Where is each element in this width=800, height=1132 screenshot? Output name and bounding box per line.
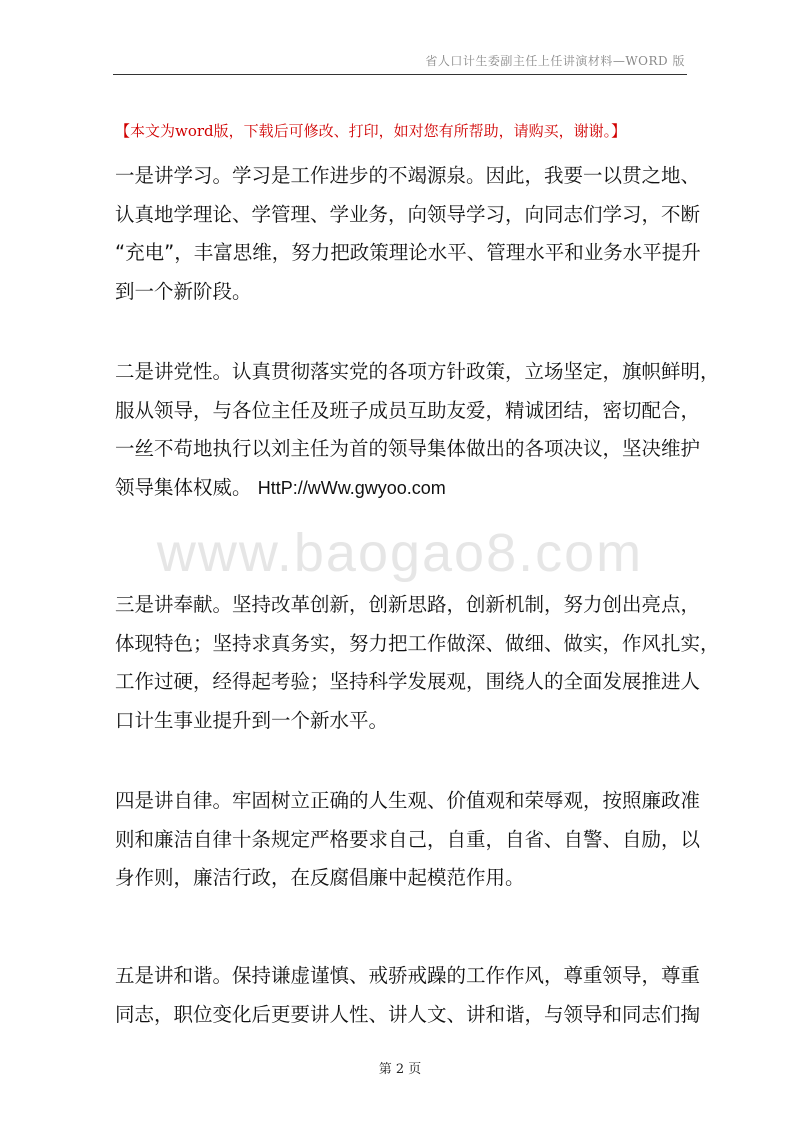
paragraph-study — [115, 157, 701, 311]
paragraph-line: 认真地学理论、学管理、学业务，向领导学习，向同志们学习，不断 — [115, 202, 701, 226]
site-watermark: www.baogao8.com — [156, 523, 644, 583]
paragraph-line: 一丝不苟地执行以刘主任为首的领导集体做出的各项决议，坚决维护 — [115, 437, 701, 460]
paragraph-line: 四是讲自律。牢固树立正确的人生观、价值观和荣辱观，按照廉政准 — [115, 789, 701, 812]
source-url-link[interactable]: HttP://wWw.gwyoo.com — [257, 477, 446, 498]
paragraph-line: 工作过硬，经得起考验；坚持科学发展观，围绕人的全面发展推进人 — [115, 670, 701, 693]
paragraph-self-discipline — [115, 782, 701, 898]
purchase-notice: 【本文为word版，下载后可修改、打印，如对您有所帮助，请购买，谢谢。】 — [115, 122, 627, 140]
document-header-title: 省人口计生委副主任上任讲演材料—WORD 版 — [425, 54, 685, 68]
paragraph-dedication — [115, 586, 720, 740]
paragraph-line: 二是讲党性。认真贯彻落实党的各项方针政策，立场坚定，旗帜鲜明， — [115, 360, 720, 383]
paragraph-line: 体现特色；坚持求真务实，努力把工作做深、做细、做实，作风扎实， — [115, 631, 720, 655]
paragraph-line: 口计生事业提升到一个新水平。 — [115, 708, 389, 732]
paragraph-line: 五是讲和谐。保持谦虚谨慎、戒骄戒躁的工作作风，尊重领导，尊重 — [115, 964, 701, 987]
paragraph-party-spirit — [115, 353, 720, 507]
paragraph-line: “充电”，丰富思维，努力把政策理论水平、管理水平和业务水平提升 — [115, 241, 701, 264]
paragraph-line: 则和廉洁自律十条规定严格要求自己，自重，自省、自警、自励，以 — [115, 827, 701, 851]
paragraph-line: 同志，职位变化后更要讲人性、讲人文、讲和谐，与领导和同志们掏 — [115, 1002, 701, 1026]
header-divider — [113, 74, 687, 75]
paragraph-line-last — [115, 469, 690, 508]
paragraph-line: 三是讲奉献。坚持改革创新，创新思路，创新机制，努力创出亮点， — [115, 593, 701, 616]
paragraph-line: 到一个新阶段。 — [115, 279, 252, 303]
paragraph-line: 一是讲学习。学习是工作进步的不竭源泉。因此，我要一以贯之地、 — [115, 164, 701, 187]
paragraph-line-text: 领导集体权威。 — [115, 475, 252, 499]
paragraph-line: 身作则，廉洁行政，在反腐倡廉中起模范作用。 — [115, 866, 525, 889]
paragraph-line: 服从领导，与各位主任及班子成员互助友爱，精诚团结，密切配合， — [115, 398, 701, 422]
paragraph-harmony — [115, 957, 701, 1034]
page-number: 第 2 页 — [378, 1062, 422, 1077]
